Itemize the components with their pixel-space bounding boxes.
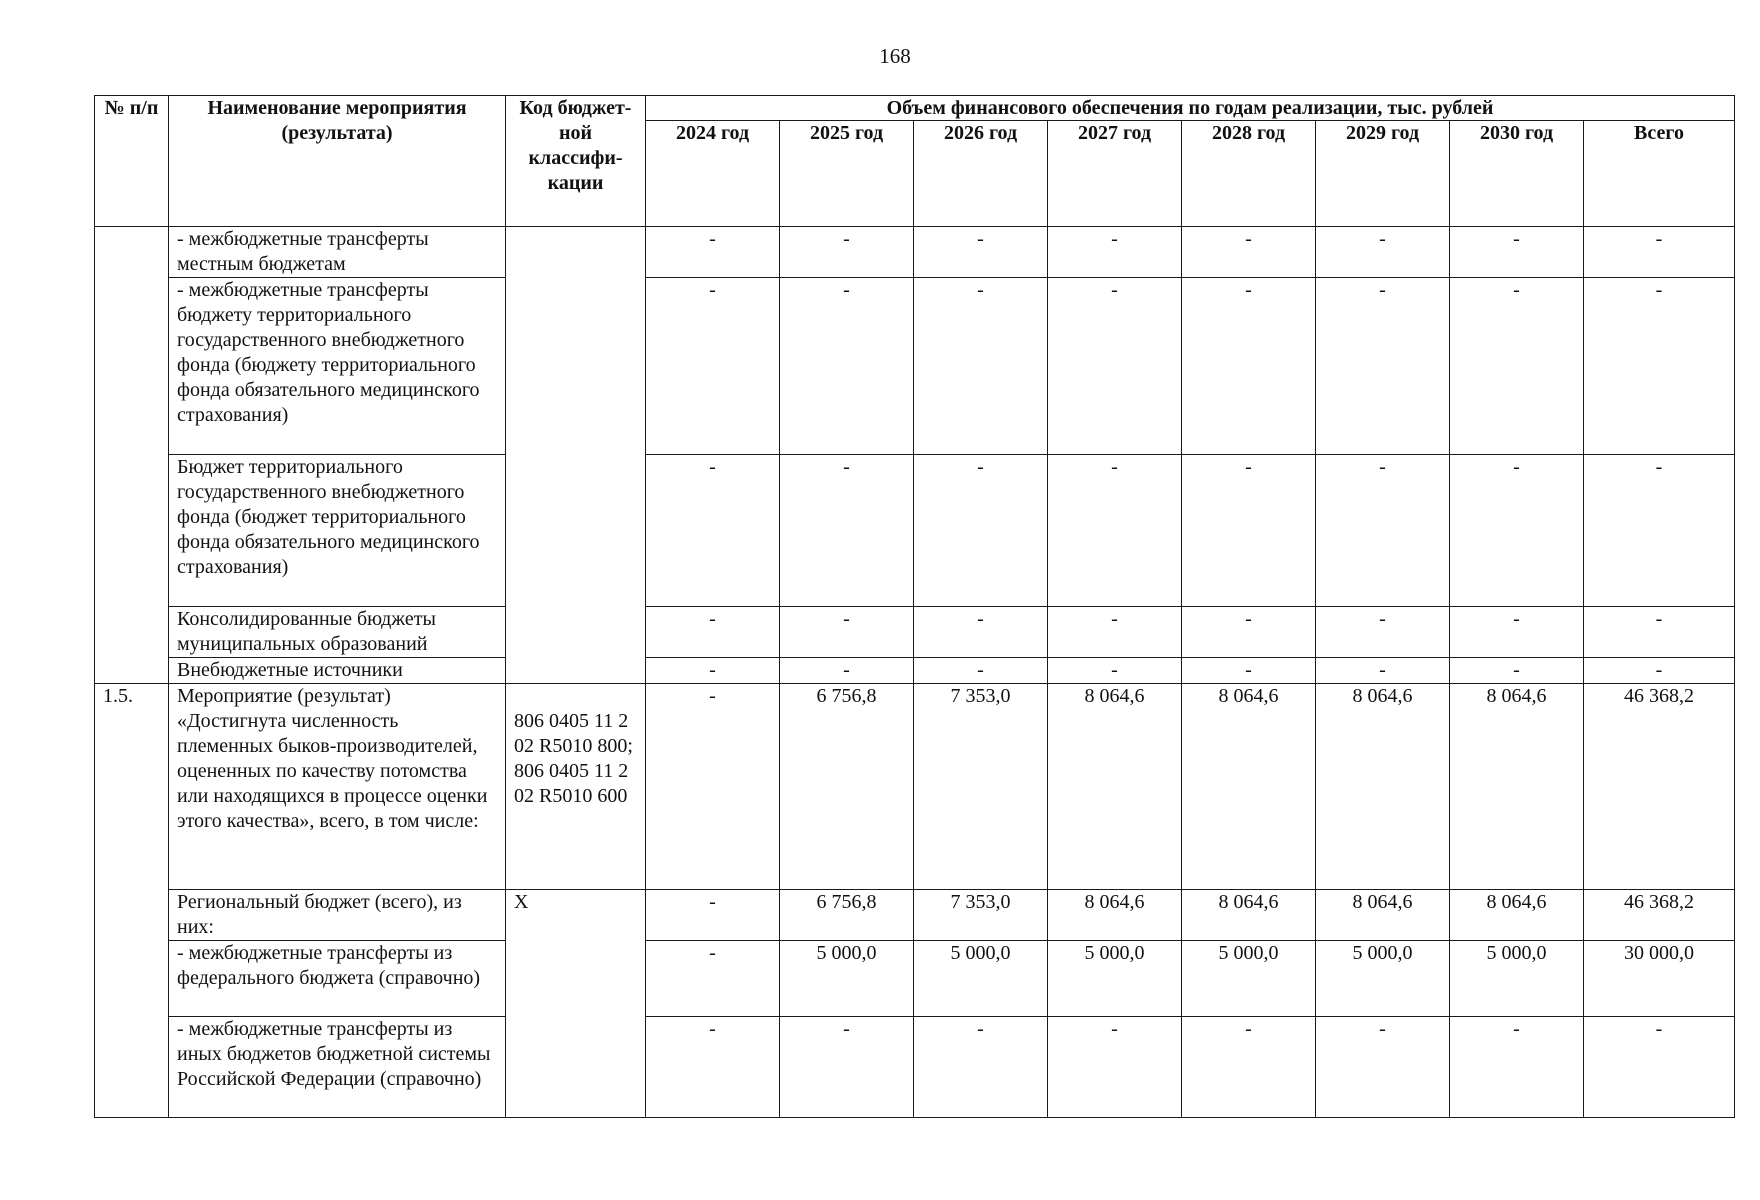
value-cell: 8 064,6 [1450,684,1584,890]
value-cell: - [780,658,914,684]
value-cell: - [646,455,780,607]
value-cell: 6 756,8 [780,684,914,890]
value-cell: - [914,658,1048,684]
value-cell: - [914,1017,1048,1118]
value-cell: - [780,455,914,607]
value-cell: - [1316,658,1450,684]
row-name: Бюджет территориального государственного внебюджетного фонда (бюджет территориального фонда обязательного медицинского страхования) [169,455,506,607]
value-cell: - [1182,658,1316,684]
value-cell: 8 064,6 [1048,890,1182,941]
value-cell: - [1182,1017,1316,1118]
value-cell: 6 756,8 [780,890,914,941]
value-cell: - [914,278,1048,455]
value-cell: - [646,890,780,941]
value-cell: 5 000,0 [1450,941,1584,1017]
value-cell: 46 368,2 [1584,684,1735,890]
value-cell: - [1048,1017,1182,1118]
row-name: - межбюджетные трансферты из федерального бюджета (справочно) [169,941,506,1017]
value-cell: - [646,278,780,455]
value-cell: 8 064,6 [1048,684,1182,890]
value-cell: - [914,607,1048,658]
value-cell: 5 000,0 [1048,941,1182,1017]
value-cell: - [1584,455,1735,607]
header-code: Код бюджет-ной классифи-кации [506,96,646,227]
value-cell: - [1048,607,1182,658]
financing-table [94,95,1735,1118]
value-cell: - [1048,658,1182,684]
header-year: 2029 год [1316,121,1450,227]
row-name: Мероприятие (результат) «Достигнута численность племенных быков-производителей, оцененных по качеству потомства или находящихся в процессе оценки этого качества», всего, в том числе: [169,684,506,890]
value-cell: 8 064,6 [1316,890,1450,941]
value-cell: - [1316,455,1450,607]
value-cell: - [780,1017,914,1118]
header-year: 2025 год [780,121,914,227]
table-row [95,890,1735,941]
value-cell: - [646,607,780,658]
value-cell: - [914,455,1048,607]
value-cell: - [1182,227,1316,278]
header-year: 2030 год [1450,121,1584,227]
row-code [506,227,646,684]
table-row [95,227,1735,278]
row-name: - межбюджетные трансферты из иных бюджетов бюджетной системы Российской Федерации (справочно) [169,1017,506,1118]
value-cell: - [1316,1017,1450,1118]
table-row [95,1017,1735,1118]
value-cell: - [1450,607,1584,658]
value-cell: - [1182,455,1316,607]
value-cell: 8 064,6 [1182,890,1316,941]
value-cell: - [646,1017,780,1118]
value-cell: - [1450,1017,1584,1118]
value-cell: 8 064,6 [1450,890,1584,941]
table-row [95,455,1735,607]
row-name: Региональный бюджет (всего), из них: [169,890,506,941]
value-cell: - [1584,658,1735,684]
row-num: 1.5. [95,684,169,1118]
value-cell: 7 353,0 [914,890,1048,941]
table-row [95,941,1735,1017]
value-cell: - [1450,455,1584,607]
value-cell: - [1182,278,1316,455]
value-cell: - [1048,227,1182,278]
value-cell: - [1450,658,1584,684]
value-cell: 8 064,6 [1316,684,1450,890]
value-cell: 30 000,0 [1584,941,1735,1017]
value-cell: - [914,227,1048,278]
value-cell: 5 000,0 [780,941,914,1017]
value-cell: 8 064,6 [1182,684,1316,890]
value-cell: - [1584,607,1735,658]
value-cell: - [780,278,914,455]
value-cell: - [1316,278,1450,455]
value-cell: - [1584,1017,1735,1118]
header-year: 2028 год [1182,121,1316,227]
value-cell: - [780,607,914,658]
value-cell: - [1450,227,1584,278]
value-cell: 5 000,0 [1316,941,1450,1017]
header-num: № п/п [95,96,169,227]
value-cell: - [780,227,914,278]
table-row [95,658,1735,684]
row-name: - межбюджетные трансферты местным бюджетам [169,227,506,278]
row-code: X [506,890,646,1118]
header-row-1 [95,96,1735,121]
row-code: 806 0405 11 2 02 R5010 800; 806 0405 11 2 02 R5010 600 [506,684,646,890]
header-year: 2027 год [1048,121,1182,227]
row-name: - межбюджетные трансферты бюджету территориального государственного внебюджетного фонда (бюджету территориального фонда обязательного медицинского страхования) [169,278,506,455]
table-row [95,278,1735,455]
table-row [95,607,1735,658]
page-number: 168 [879,44,911,68]
value-cell: - [646,658,780,684]
header-year: 2026 год [914,121,1048,227]
value-cell: - [1584,227,1735,278]
row-name: Внебюджетные источники [169,658,506,684]
value-cell: - [1048,455,1182,607]
value-cell: - [646,941,780,1017]
value-cell: - [1584,278,1735,455]
value-cell: - [646,227,780,278]
header-financing-group: Объем финансового обеспечения по годам реализации, тыс. рублей [646,96,1735,121]
value-cell: 5 000,0 [1182,941,1316,1017]
header-year: 2024 год [646,121,780,227]
value-cell: 7 353,0 [914,684,1048,890]
row-num [95,227,169,684]
value-cell: 46 368,2 [1584,890,1735,941]
value-cell: - [1048,278,1182,455]
value-cell: - [1182,607,1316,658]
header-total: Всего [1584,121,1735,227]
header-name: Наименование мероприятия (результата) [169,96,506,227]
row-name: Консолидированные бюджеты муниципальных образований [169,607,506,658]
value-cell: - [1450,278,1584,455]
value-cell: - [646,684,780,890]
value-cell: - [1316,227,1450,278]
value-cell: 5 000,0 [914,941,1048,1017]
table-row [95,684,1735,890]
value-cell: - [1316,607,1450,658]
